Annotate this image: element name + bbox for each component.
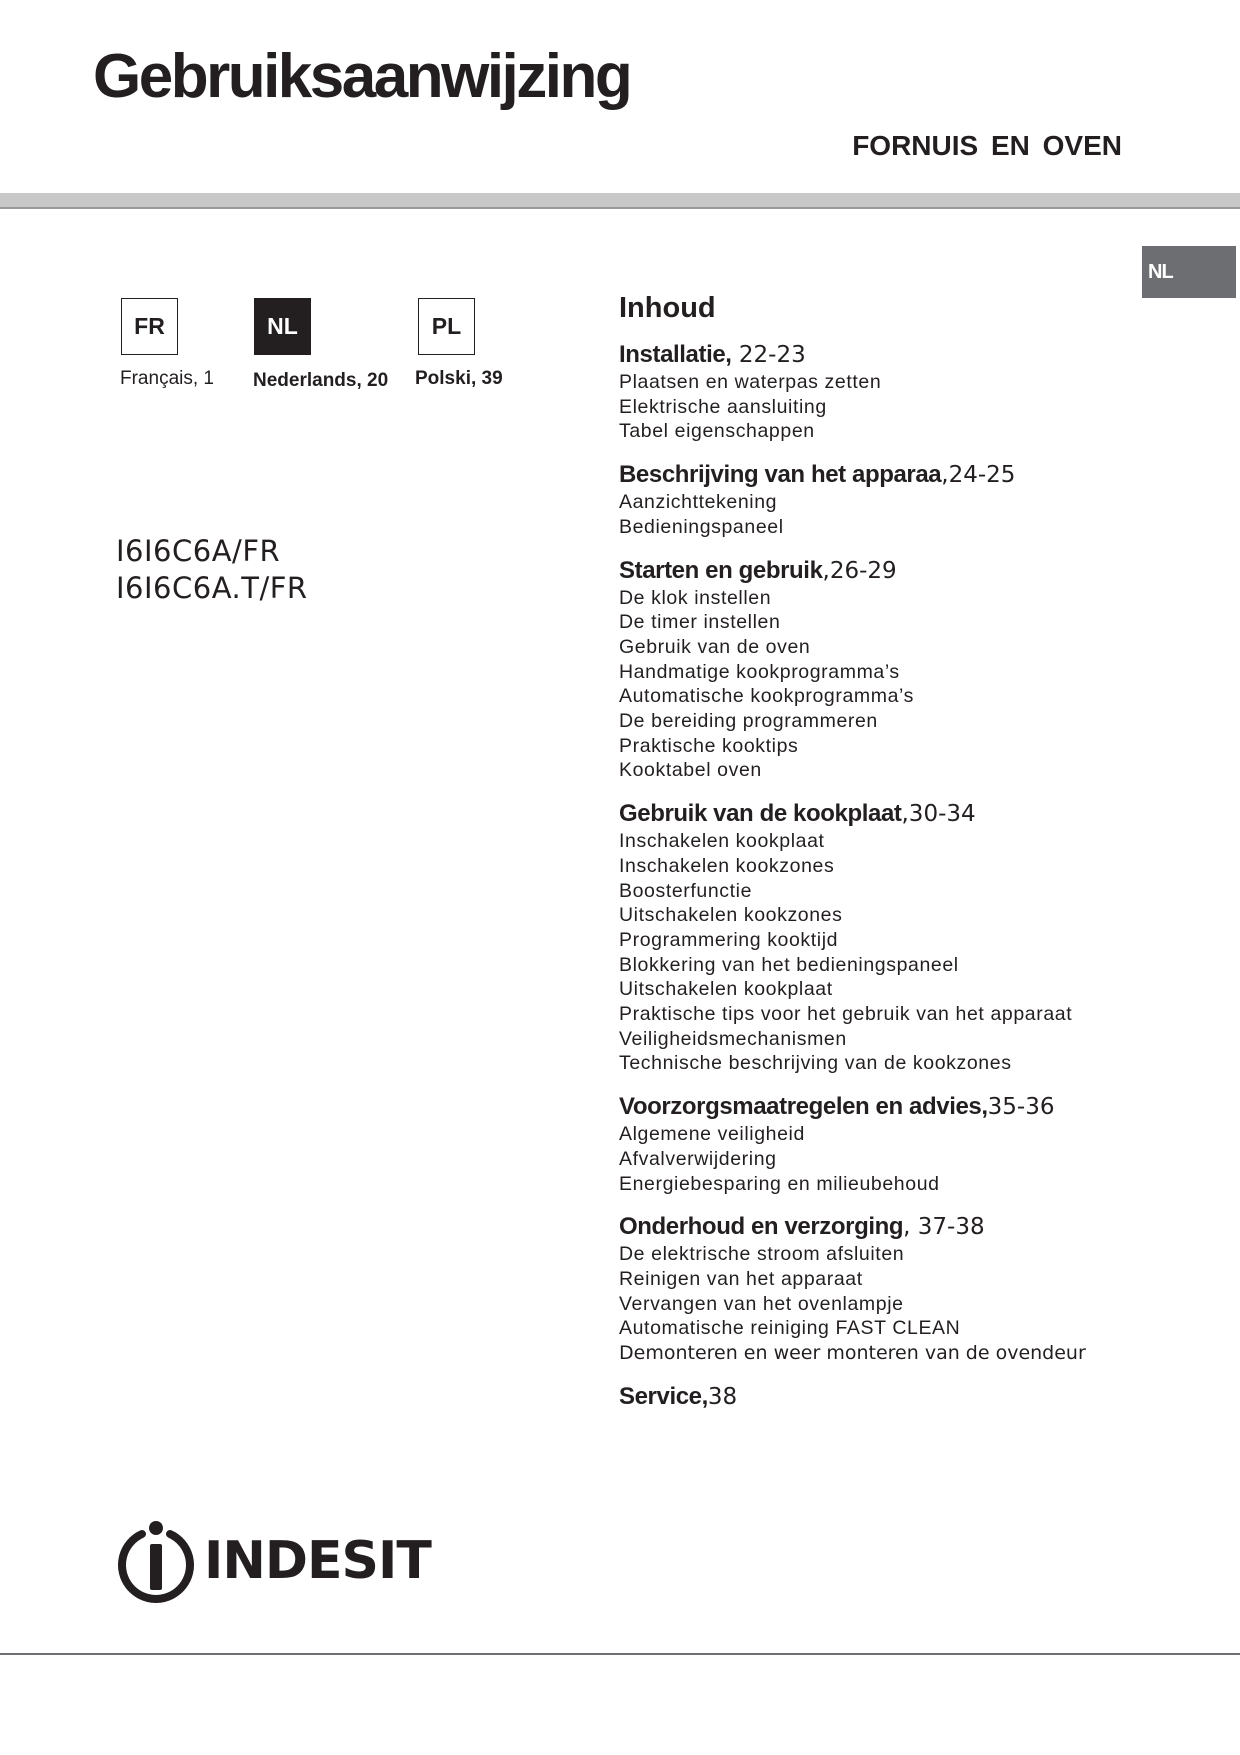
- toc-item: Inschakelen kookplaat: [619, 830, 825, 853]
- toc-item: Boosterfunctie: [619, 879, 753, 902]
- section-title-text: Beschrijving van het apparaa: [619, 461, 942, 489]
- section-pages: 35-36: [987, 1094, 1055, 1121]
- section-pages: , 37-38: [903, 1214, 985, 1241]
- toc-item: Handmatige kookprogramma’s: [619, 660, 900, 683]
- language-box-nl[interactable]: NL: [254, 298, 311, 355]
- toc-item: Aanzichttekening: [619, 491, 778, 514]
- toc-heading: Inhoud: [619, 292, 716, 324]
- brand-logo: [116, 1518, 431, 1604]
- toc-item: Vervangen van het ovenlampje: [619, 1292, 904, 1315]
- toc-section-installatie: [619, 340, 1219, 444]
- section-title-text: Voorzorgsmaatregelen en advies,: [619, 1093, 988, 1121]
- section-title-text: Gebruik van de kookplaat: [619, 800, 902, 828]
- toc-item: Praktische tips voor het gebruik van het apparaat: [619, 1003, 1073, 1026]
- toc-section-title[interactable]: [619, 340, 1219, 370]
- toc-item: Elektrische aansluiting: [619, 395, 827, 418]
- language-label-fr: Français, 1: [120, 368, 214, 389]
- toc-section-onderhoud: [619, 1212, 1219, 1366]
- toc-item: Uitschakelen kookplaat: [619, 978, 833, 1001]
- footer-divider: [0, 1653, 1240, 1655]
- toc-section-title[interactable]: [619, 1092, 1219, 1122]
- section-pages: 38: [707, 1383, 738, 1410]
- toc-section-title[interactable]: [619, 1212, 1219, 1242]
- toc-item: Energiebesparing en milieubehoud: [619, 1172, 940, 1195]
- toc-item: Algemene veiligheid: [619, 1123, 805, 1146]
- toc-item: Afvalverwijdering: [619, 1147, 777, 1170]
- document-subtitle: FORNUIS EN OVEN: [852, 130, 1122, 161]
- header-divider: [0, 193, 1240, 209]
- section-title-text: Starten en gebruik: [619, 556, 823, 584]
- toc-item: Technische beschrijving van de kookzones: [619, 1052, 1012, 1075]
- toc-item: De klok instellen: [619, 586, 772, 609]
- toc-item: Inschakelen kookzones: [619, 854, 835, 877]
- toc-item: De timer instellen: [619, 611, 781, 634]
- toc-item: De elektrische stroom afsluiten: [619, 1243, 905, 1266]
- toc-item: Blokkering van het bedieningspaneel: [619, 953, 959, 976]
- toc-item: Demonteren en weer monteren van de ovendeur: [619, 1342, 1086, 1365]
- section-pages: ,24-25: [941, 462, 1016, 489]
- language-tab: NL: [1142, 246, 1236, 298]
- section-pages: ,30-34: [901, 801, 976, 828]
- toc-item: Uitschakelen kookzones: [619, 904, 843, 927]
- toc-section-starten: [619, 556, 1219, 784]
- model-number: I6I6C6A/FR: [116, 534, 281, 568]
- toc-section-voorzorgsmaatregelen: [619, 1092, 1219, 1196]
- toc-item: Kooktabel oven: [619, 759, 762, 782]
- language-box-pl[interactable]: PL: [418, 298, 475, 355]
- toc-item: Bedieningspaneel: [619, 515, 784, 538]
- toc-item: Veiligheidsmechanismen: [619, 1027, 847, 1050]
- toc-item: Automatische reiniging FAST CLEAN: [619, 1317, 961, 1340]
- brand-name: INDESIT: [204, 1531, 431, 1591]
- toc-item: Praktische kooktips: [619, 734, 799, 757]
- section-pages: ,26-29: [822, 557, 897, 584]
- toc-item: Plaatsen en waterpas zetten: [619, 371, 882, 393]
- toc-section-title[interactable]: [619, 556, 1219, 586]
- model-list: [116, 533, 308, 607]
- toc-section-service: [619, 1382, 1219, 1412]
- language-box-fr[interactable]: FR: [121, 298, 178, 355]
- toc-item: Automatische kookprogramma’s: [619, 685, 914, 708]
- toc-section-title[interactable]: [619, 799, 1219, 829]
- section-pages: 22-23: [731, 342, 806, 368]
- table-of-contents: [619, 290, 1219, 1428]
- toc-item: Reinigen van het apparaat: [619, 1267, 863, 1290]
- toc-item: De bereiding programmeren: [619, 710, 878, 733]
- language-label-pl: Polski, 39: [415, 368, 503, 389]
- toc-section-kookplaat: [619, 799, 1219, 1076]
- toc-section-title[interactable]: [619, 460, 1219, 490]
- model-number: I6I6C6A.T/FR: [116, 571, 308, 605]
- section-title-text: Onderhoud en verzorging: [619, 1213, 904, 1241]
- toc-item: Tabel eigenschappen: [619, 420, 815, 443]
- section-title-text: Service,: [619, 1382, 708, 1410]
- document-title: Gebruiksaanwijzing: [93, 42, 631, 111]
- info-i-icon: [116, 1518, 196, 1604]
- toc-section-beschrijving: [619, 460, 1219, 539]
- language-label-nl: Nederlands, 20: [253, 370, 389, 391]
- toc-section-title[interactable]: [619, 1382, 1219, 1412]
- toc-item: Programmering kooktijd: [619, 928, 839, 951]
- section-title-text: Installatie,: [619, 341, 732, 368]
- toc-item: Gebruik van de oven: [619, 635, 811, 658]
